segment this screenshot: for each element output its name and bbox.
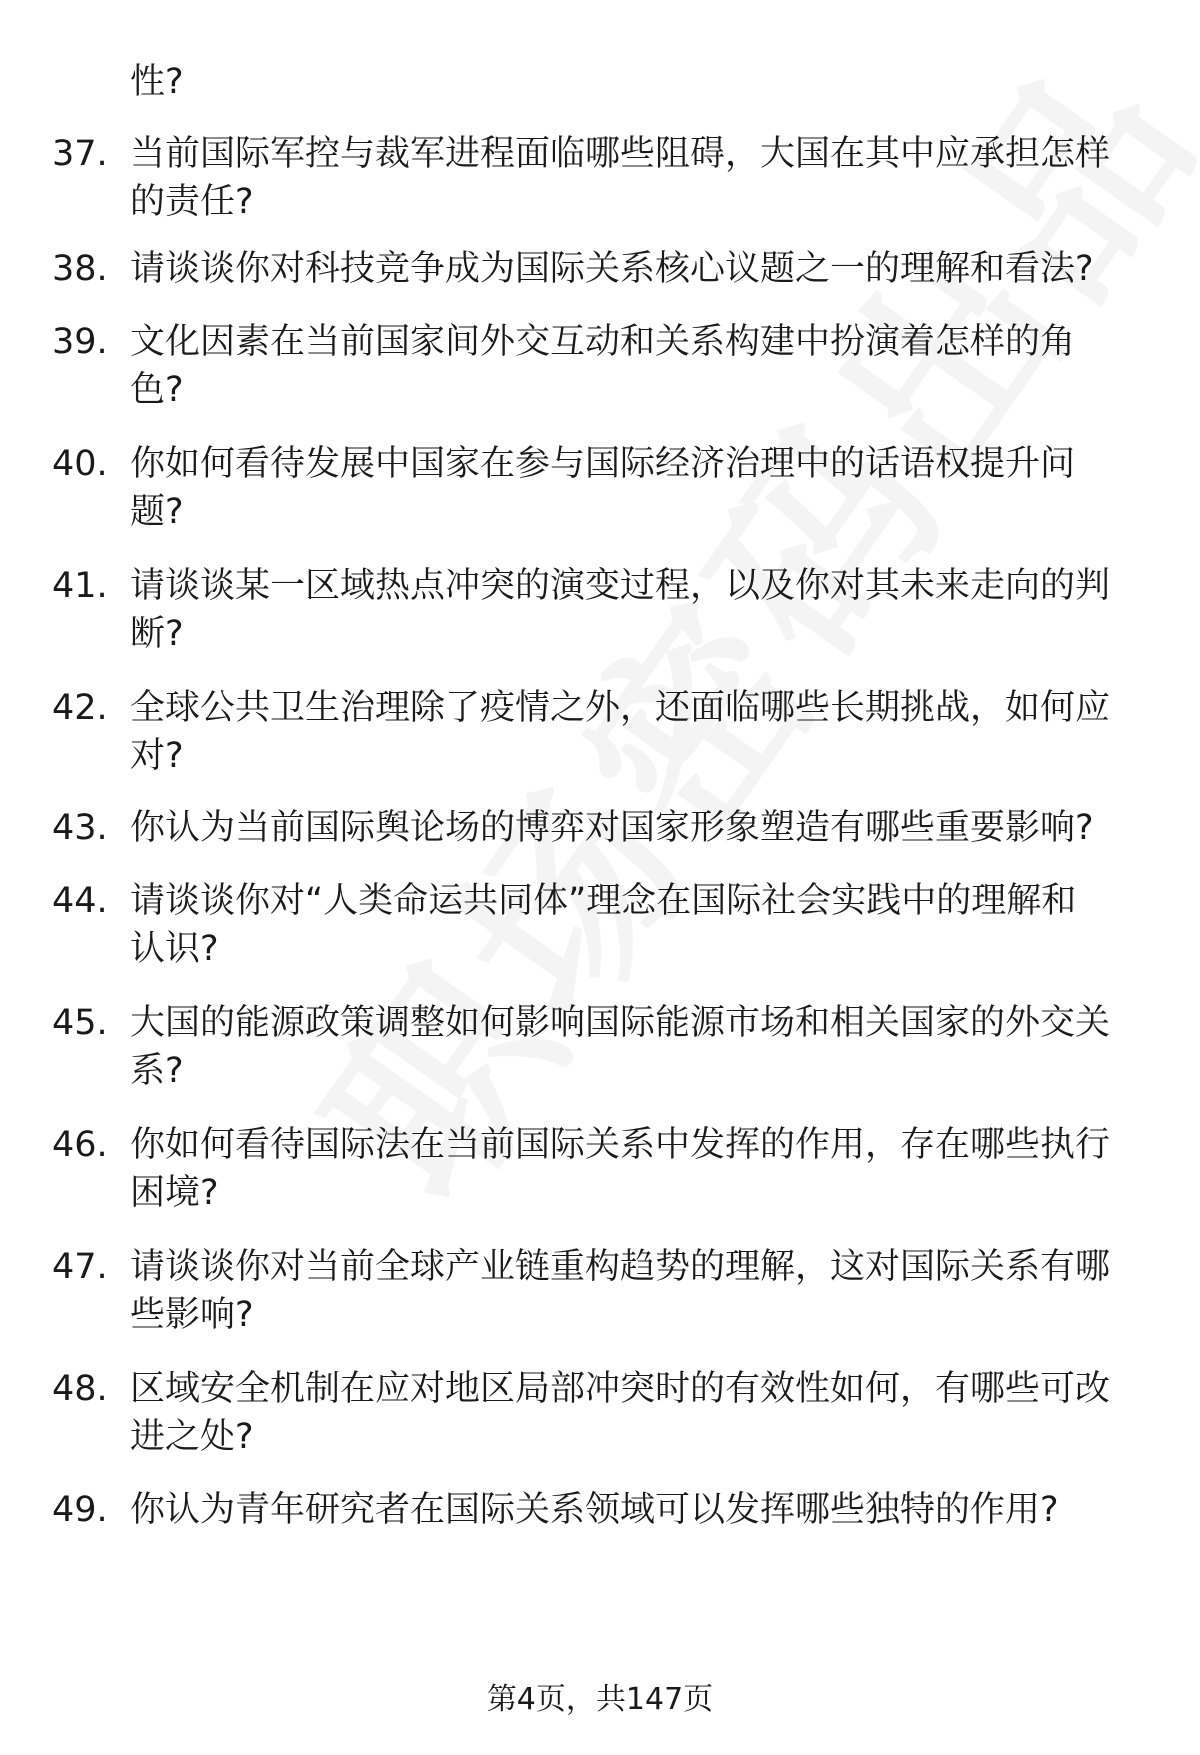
question-text: 你如何看待发展中国家在参与国际经济治理中的话语权提升问 题? (130, 444, 1076, 532)
question-text: 你认为当前国际舆论场的博弈对国家形象塑造有哪些重要影响? (130, 808, 1094, 848)
question-number: 42. (52, 688, 108, 728)
question-text: 区域安全机制在应对地区局部冲突时的有效性如何，有哪些可改 进之处? (130, 1369, 1111, 1457)
question-text: 你如何看待国际法在当前国际关系中发挥的作用，存在哪些执行 困境? (130, 1125, 1111, 1213)
question-number: 39. (52, 322, 108, 362)
question-text: 请谈谈某一区域热点冲突的演变过程，以及你对其未来走向的判 断? (130, 566, 1111, 654)
question-number: 44. (52, 881, 108, 921)
question-text: 当前国际军控与裁军进程面临哪些阻碍，大国在其中应承担怎样 的责任? (130, 134, 1111, 222)
question-text: 全球公共卫生治理除了疫情之外，还面临哪些长期挑战，如何应 对? (130, 688, 1111, 776)
question-number: 37. (52, 134, 108, 174)
question-text: 你认为青年研究者在国际关系领域可以发挥哪些独特的作用? (130, 1490, 1059, 1530)
question-text: 请谈谈你对科技竞争成为国际关系核心议题之一的理解和看法? (130, 249, 1094, 289)
question-text: 请谈谈你对当前全球产业链重构趋势的理解，这对国际关系有哪 些影响? (130, 1247, 1111, 1335)
question-text: 请谈谈你对“人类命运共同体”理念在国际社会实践中的理解和 认识? (130, 881, 1077, 969)
question-number: 38. (52, 249, 108, 289)
page-footer: 第4页，共147页 (486, 1682, 714, 1717)
question-number: 46. (52, 1125, 108, 1165)
question-number: 40. (52, 444, 108, 484)
question-number: 47. (52, 1247, 108, 1287)
question-text: 大国的能源政策调整如何影响国际能源市场和相关国家的外交关 系? (130, 1003, 1111, 1091)
question-number: 49. (52, 1490, 108, 1530)
continuation-text: 性? (130, 62, 184, 102)
question-number: 43. (52, 808, 108, 848)
question-number: 48. (52, 1369, 108, 1409)
question-number: 41. (52, 566, 108, 606)
question-text: 文化因素在当前国家间外交互动和关系构建中扮演着怎样的角 色? (130, 322, 1076, 410)
question-number: 45. (52, 1003, 108, 1043)
